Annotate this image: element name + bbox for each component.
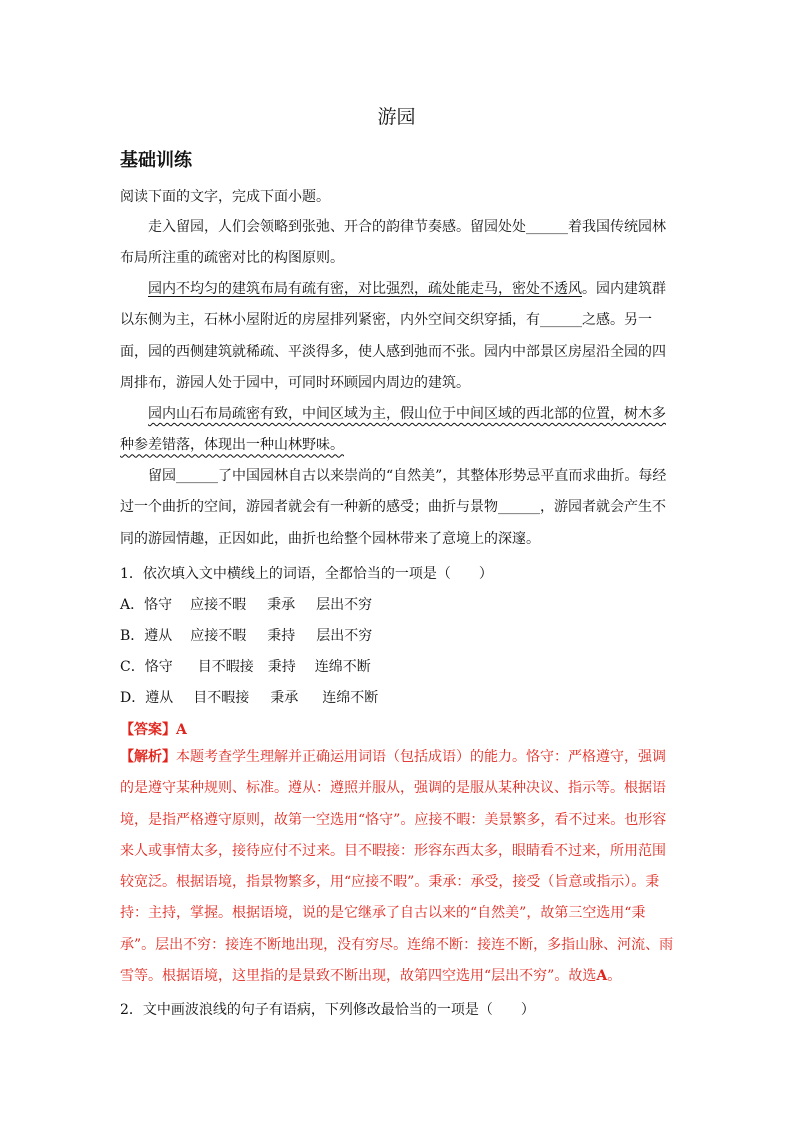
option-word-3: 秉承: [270, 690, 299, 706]
option-c: [120, 656, 371, 676]
option-word-3: 秉承: [267, 597, 296, 613]
option-word-4: 层出不穷: [316, 628, 373, 644]
question-2-stem: 2．文中画波浪线的句子有语病，下列修改最恰当的一项是（ ）: [120, 1002, 535, 1018]
option-letter: D．: [120, 690, 146, 706]
option-b: [120, 625, 372, 645]
option-a: [120, 594, 372, 614]
analysis-period: 。: [607, 968, 622, 985]
option-word-2: 目不暇接: [193, 690, 250, 706]
passage-paragraph-3: [120, 399, 676, 462]
analysis-paragraph: [120, 742, 676, 992]
option-letter: B．: [120, 628, 145, 644]
option-word-3: 秉持: [267, 628, 296, 644]
option-word-4: 连绵不断: [314, 659, 371, 675]
question-1-stem: 1．依次填入文中横线上的词语，全都恰当的一项是（ ）: [120, 566, 493, 582]
option-word-1: 恪守: [144, 659, 173, 675]
section-heading: 基础训练: [120, 150, 192, 171]
passage-paragraph-1: 走入留园，人们会领略到张弛、开合的韵律节奏感。留园处处______着我国传统园林布局所注重的疏密对比的构图原则。: [120, 219, 666, 267]
option-word-2: 应接不暇: [190, 597, 247, 613]
option-word-1: 恪守: [144, 597, 173, 613]
option-word-2: 目不暇接: [197, 659, 254, 675]
answer-value: A: [176, 722, 187, 738]
option-word-4: 连绵不断: [322, 690, 379, 706]
analysis-label: 【解析】: [120, 749, 176, 765]
option-word-1: 遵从: [145, 690, 174, 706]
option-word-3: 秉持: [267, 659, 296, 675]
reading-instruction: 阅读下面的文字，完成下面小题。: [120, 189, 330, 205]
option-letter: C．: [120, 659, 145, 675]
wavy-underlined-sentence: 园内山石布局疏密有致，中间区域为主，假山位于中间区域的西北部的位置，树木多种参差错落，体现出一种山林野味。: [120, 406, 666, 454]
analysis-answer: A: [596, 968, 608, 985]
option-word-2: 应接不暇: [190, 628, 247, 644]
option-word-4: 层出不穷: [316, 597, 373, 613]
option-word-1: 遵从: [144, 628, 173, 644]
analysis-text: 本题考查学生理解并正确运用词语（包括成语）的能力。恪守：严格遵守，强调的是遵守某种规则、标准。遵从：遵照并服从，强调的是服从某种决议、指示等。根据语境，是指严格遵守原则，故第一空选用“恪守”。应接不暇：美景繁多，看不过来。也形容来人或事情太多，接待应付不过来。目不暇接：形容东西太多，眼睛看不过来，所用范围较宽泛。根据语境，指景物繁多，用“应接不暇”。秉承：承受，接受（旨意或指示）。秉持：主持，掌握。根据语境，说的是它继承了自古以来的“自然美”，故第三空选用“秉承”。层出不穷：接连不断地出现，没有穷尽。连绵不断：接连不断，多指山脉、河流、雨雪等。根据语境，这里指的是景致不断出现，故第四空选用“层出不穷”。故选: [120, 749, 674, 985]
answer-label: 【答案】: [120, 722, 176, 738]
option-d: [120, 687, 378, 707]
passage-paragraph-4: 留园______了中国园林自古以来崇尚的“自然美”，其整体形势忌平直而求曲折。每经过一个曲折的空间，游园者就会有一种新的感受；曲折与景物______，游园者就会产生不同的游园情趣，正因如此，曲折也给整个园林带来了意境上的深邃。: [120, 468, 667, 547]
underlined-sentence: 园内不均匀的建筑布局有疏有密，对比强烈，疏处能走马，密处不透风: [148, 281, 582, 297]
answer-line: [120, 719, 187, 739]
page-title: 游园: [377, 106, 416, 128]
option-letter: A．: [120, 597, 145, 613]
passage-paragraph-2: [120, 274, 676, 399]
passage-paragraph-2-rest: 。园内建筑群以东侧为主，石林小屋附近的房屋排列紧密，内外空间交织穿插，有______之感。另一面，园的西侧建筑就稀疏、平淡得多，使人感到弛而不张。园内中部景区房屋沿全园的四周排布，游园人处于园中，可同时环顾园内周边的建筑。: [120, 281, 666, 391]
